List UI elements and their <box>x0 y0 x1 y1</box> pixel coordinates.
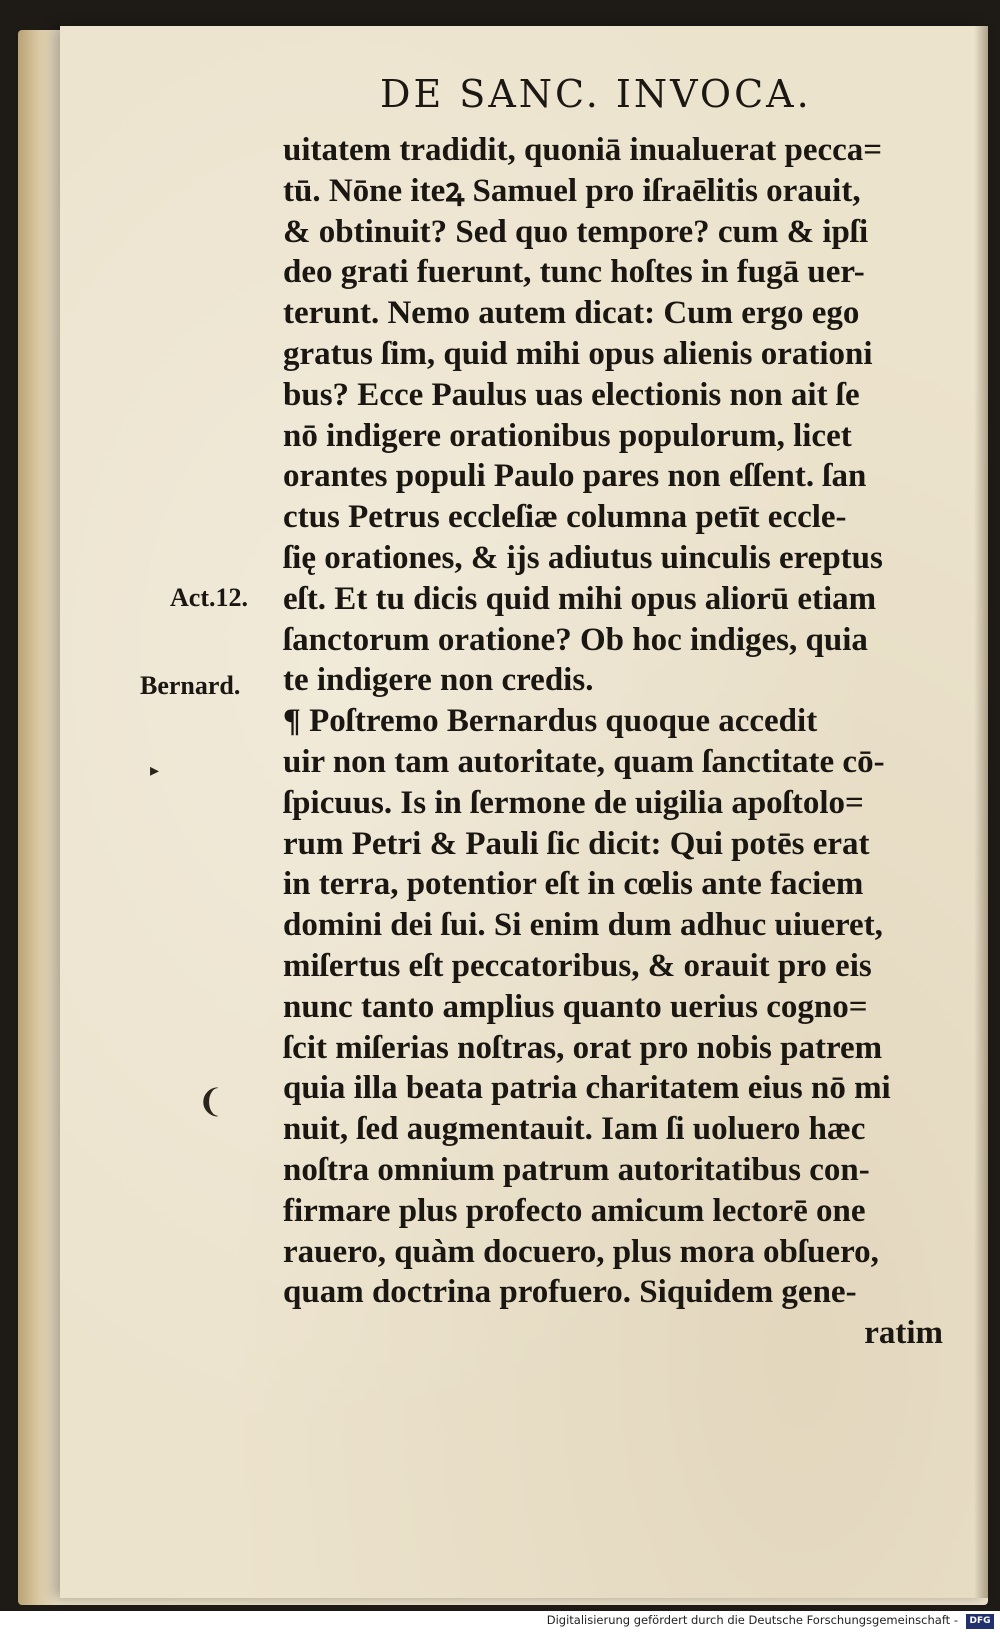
dfg-logo: DFG <box>966 1614 994 1629</box>
text-line: nunc tanto amplius quanto uerius cogno= <box>283 988 868 1025</box>
text-line: & obtinuit? Sed quo tempore? cum & ipſi <box>283 213 869 250</box>
text-line: gratus ſim, quid mihi opus alienis orationi <box>283 335 873 372</box>
text-line: tū. Nōne iteꝝ Samuel pro iſraēlitis orauit, <box>283 172 861 209</box>
text-line: eſt. Et tu dicis quid mihi opus aliorū etiam <box>283 580 877 617</box>
text-line: ſcit miſerias noſtras, orat pro nobis patrem <box>283 1029 883 1066</box>
margin-note-act: Act.12. <box>170 583 248 612</box>
text-line: uitatem tradidit, quoniā inualuerat pecca= <box>283 132 883 168</box>
text-line: quia illa beata patria charitatem eius nō mi <box>283 1070 891 1107</box>
text-line: ſanctorum oratione? Ob hoc indiges, quia <box>283 621 868 658</box>
footer-credit: Digitalisierung gefördert durch die Deutsche Forschungsgemeinschaft - <box>546 1613 958 1627</box>
text-line: quam doctrina profuero. Siquidem gene- <box>283 1274 857 1311</box>
text-line: deo grati fuerunt, tunc hoſtes in fugā uer- <box>283 254 865 291</box>
text-line: ctus Petrus eccleſiæ columna petīt eccle- <box>283 499 847 536</box>
text-line: firmare plus profecto amicum lectorē one <box>283 1192 866 1229</box>
text-line: te indigere non credis. <box>283 662 594 699</box>
text-line: orantes populi Paulo pares non eſſent. ſan <box>283 458 867 495</box>
text-line: miſertus eſt peccatoribus, & orauit pro eis <box>283 947 872 984</box>
text-line: rum Petri & Pauli ſic dicit: Qui potēs erat <box>283 825 870 862</box>
text-line: nuit, ſed augmentauit. Iam ſi uoluero hæc <box>283 1111 866 1148</box>
text-line: in terra, potentior eſt in cœlis ante faciem <box>283 866 864 903</box>
text-line: noſtra omnium patrum autoritatibus con- <box>283 1151 870 1188</box>
text-line: rauero, quàm docuero, plus mora obſuero, <box>283 1233 879 1270</box>
catchword: ratim <box>864 1315 943 1352</box>
text-line: ¶ Poſtremo Bernardus quoque accedit <box>283 703 818 740</box>
margin-note-bernard: Bernard. <box>140 671 241 700</box>
digitization-footer <box>0 1611 1000 1633</box>
text-line: uir non tam autoritate, quam ſanctitate cō- <box>283 743 885 780</box>
text-line: bus? Ecce Paulus uas electionis non ait ſe <box>283 376 860 413</box>
body-text <box>283 130 963 1354</box>
text-line: terunt. Nemo autem dicat: Cum ergo ego <box>283 295 860 332</box>
text-line: ſpicuus. Is in ſermone de uigilia apoſtolo= <box>283 784 864 821</box>
text-line: nō indigere orationibus populorum, licet <box>283 417 852 454</box>
text-line: domini dei ſui. Si enim dum adhuc uiueret, <box>283 907 883 944</box>
pointer-mark-icon: ▸ <box>150 760 160 781</box>
text-line: ſię orationes, & ijs adiutus uinculis ereptus <box>283 539 883 576</box>
running-head: DE SANC. INVOCA. <box>380 72 812 116</box>
flourish-mark-icon: ❨ <box>197 1082 224 1120</box>
